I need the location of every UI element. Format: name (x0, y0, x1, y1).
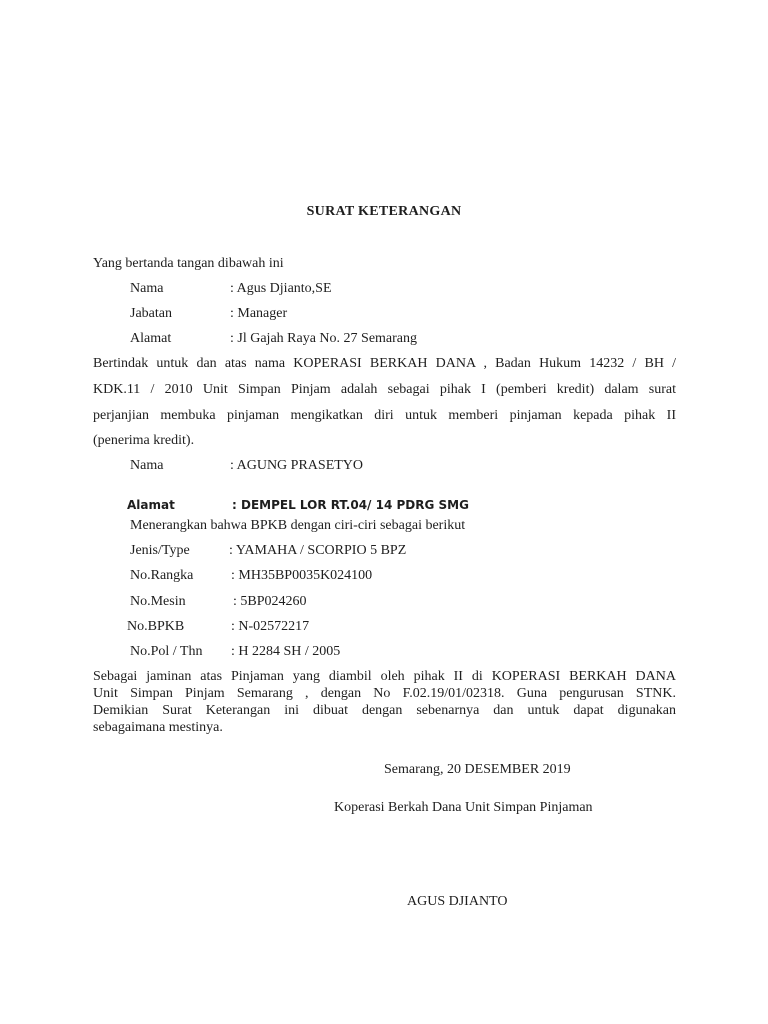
party2-nama-label: Nama (130, 458, 164, 473)
para2-line: sebagaimana mestinya. (93, 720, 223, 735)
party2-nama-value: : AGUNG PRASETYO (230, 458, 364, 473)
signer-alamat-label: Alamat (130, 331, 172, 346)
para1-line: (penerima kredit). (93, 433, 195, 448)
jenis-value: : YAMAHA / SCORPIO 5 BPZ (229, 543, 407, 558)
menerangkan-text: Menerangkan bahwa BPKB dengan ciri-ciri sebagai berikut (130, 518, 466, 533)
signer-alamat-value: : Jl Gajah Raya No. 27 Semarang (230, 331, 418, 346)
para2-line: Sebagai jaminan atas Pinjaman yang diambil oleh pihak II di KOPERASI BERKAH DANA (93, 669, 676, 684)
bpkb-label: No.BPKB (127, 619, 185, 634)
party2-alamat-value: : DEMPEL LOR RT.04/ 14 PDRG SMG (232, 498, 469, 512)
signature-name: AGUS DJIANTO (407, 894, 508, 909)
place-date: Semarang, 20 DESEMBER 2019 (384, 762, 571, 777)
para2-line: Demikian Surat Keterangan ini dibuat dengan sebenarnya dan untuk dapat digunakan (93, 703, 676, 718)
bpkb-value: : N-02572217 (231, 619, 310, 634)
signer-nama-value: : Agus Djianto,SE (230, 281, 332, 296)
organization-name: Koperasi Berkah Dana Unit Simpan Pinjaman (334, 800, 593, 815)
para1-line: Bertindak untuk dan atas nama KOPERASI BERKAH DANA , Badan Hukum 14232 / BH / (93, 356, 676, 371)
rangka-value: : MH35BP0035K024100 (231, 568, 373, 583)
party2-alamat-label: Alamat (127, 498, 175, 512)
mesin-value: : 5BP024260 (233, 594, 307, 609)
intro-text: Yang bertanda tangan dibawah ini (93, 256, 284, 271)
pol-label: No.Pol / Thn (130, 644, 203, 659)
para2-line: Unit Simpan Pinjam Semarang , dengan No F.02.19/01/02318. Guna pengurusan STNK. (93, 686, 676, 701)
jenis-label: Jenis/Type (130, 543, 190, 558)
rangka-label: No.Rangka (130, 568, 194, 583)
document-title: SURAT KETERANGAN (306, 204, 462, 219)
signer-jabatan-value: : Manager (230, 306, 288, 321)
signer-jabatan-label: Jabatan (130, 306, 172, 321)
mesin-label: No.Mesin (130, 594, 186, 609)
para1-line: KDK.11 / 2010 Unit Simpan Pinjam adalah sebagai pihak I (pemberi kredit) dalam surat (93, 382, 676, 397)
para1-line: perjanjian membuka pinjaman mengikatkan diri untuk memberi pinjaman kepada pihak II (93, 408, 676, 423)
signer-nama-label: Nama (130, 281, 164, 296)
pol-value: : H 2284 SH / 2005 (231, 644, 341, 659)
